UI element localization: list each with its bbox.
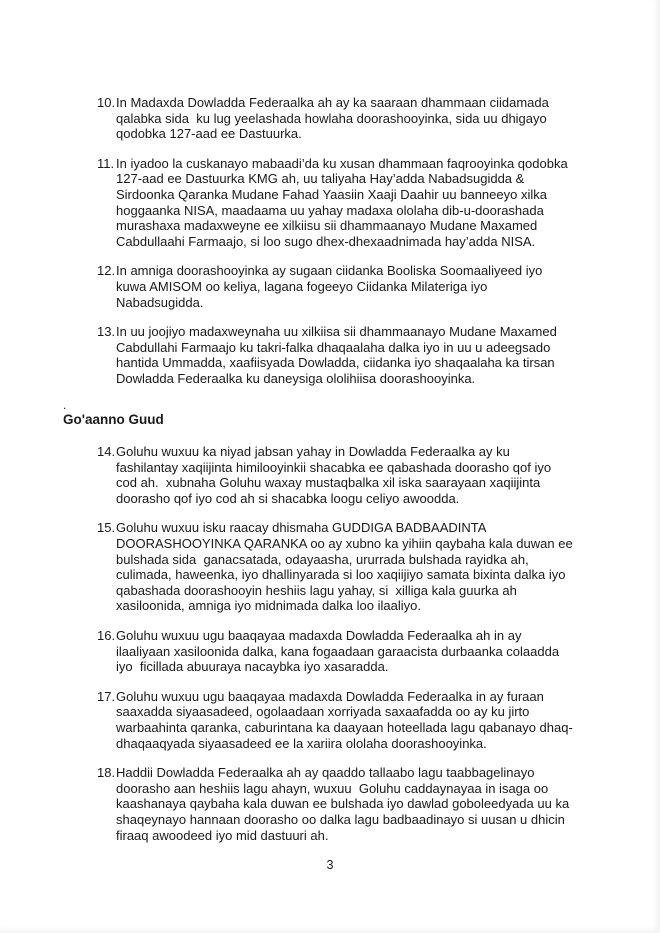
item-text: Haddii Dowladda Federaalka ah ay qaaddo tallaabo lagu taabbagelinayo doorasho aan heshiis lagu ahayn, wuxuu Goluhu caddaynayaa in isaga oo kaashanaya qaybaha kala duwan ee bulshada iyo dawlad goboleedyada uu ka shaqeynayo hannaan doorasho oo dalka lagu badbaadinayo si uusan u dhicin firaaq awoodeed iyo mid dastuuri ah. (116, 765, 573, 843)
item-text: In iyadoo la cuskanayo mabaadi’da ku xusan dhammaan faqrooyinka qodobka 127-aad ee Dastuurka KMG ah, uu taliyaha Hay’adda Nabadsugidda & Sirdoonka Qaranka Mudane Fahad Yaasiin Xaaji Daahir uu banneeyo xilka hoggaanka NISA, maadaama uu yahay madaxa ololaha dib-u-doorashada murashaxa madaxweyne ee xilkiisu sii dhammaanayo Mudane Maxamed Cabdullaahi Farmaajo, si loo sugo dhex-dhexaadnimada hay’adda NISA. (116, 155, 572, 249)
resolution-list-upper (63, 95, 573, 387)
item-number: 14. (97, 444, 116, 460)
resolution-item (63, 689, 573, 751)
item-text: Goluhu wuxuu ka niyad jabsan yahay in Dowladda Federaalka ay ku fashilantay xaqiijinta himilooyinkii shacabka ee qabashada doorasho qof iyo cod ah. xubnaha Goluhu waxay mustaqbalka xil iska saarayaan xaqiijinta doorasho qof iyo cod ah si shacabka loogu celiyo awoodda. (116, 444, 555, 506)
resolution-item (63, 444, 573, 506)
item-text: In Madaxda Dowladda Federaalka ah ay ka saaraan dhammaan ciidamada qalabka sida ku lug yeelashada howlaha doorashooyinka, sida uu dhigayo qodobka 127-aad ee Dastuurka. (116, 95, 553, 142)
resolution-item (63, 263, 573, 310)
document-content (63, 95, 577, 857)
item-number: 11. (97, 155, 115, 171)
resolution-item (63, 156, 573, 250)
resolution-item (63, 765, 573, 843)
resolution-item (63, 95, 573, 142)
resolution-item (63, 628, 573, 675)
item-text: In uu joojiyo madaxweynaha uu xilkiisa sii dhammaanayo Mudane Maxamed Cabdullahi Farmaajo ku takri-falka dhaqaalaha dalka iyo in uu u adeegsado hantida Ummadda, xaafiisyada Dowladda, ciidanka iyo shaqaalaha ka tirsan Dowladda Federaalka ku daneysiga ololihiisa doorashooyinka. (116, 324, 561, 386)
resolution-list-general (63, 444, 577, 843)
item-number: 16. (97, 628, 116, 644)
stray-period: . (63, 397, 67, 412)
item-number: 12. (97, 263, 116, 279)
resolution-item (63, 520, 577, 614)
page-number: 3 (326, 858, 334, 872)
item-text: Goluhu wuxuu ugu baaqayaa madaxda Dowladda Federaalka ah in ay ilaaliyaan xasiloonida dalka, kana fogaadaan garaacista durbaanka colaadda iyo ficillada abuuraya nacaybka iyo xasaradda. (116, 628, 563, 675)
item-text: In amniga doorashooyinka ay sugaan ciidanka Booliska Soomaaliyeed iyo kuwa AMISOM oo keliya, lagana fogeeyo Ciidanka Milateriga iyo Nabadsugidda. (116, 263, 547, 310)
item-text: Goluhu wuxuu ugu baaqayaa madaxda Dowladda Federaalka in ay furaan saaxadda siyaasadeed, ogolaadaan xorriyada saxaafadda oo ay ku jirto warbaahinta qaranka, caburintana ka daayaan hoteellada lagu qabanayo dhaq-dhaqaaqyada siyaasadeed ee la xariira ololaha doorashooyinka. (116, 688, 573, 751)
item-number: 17. (97, 688, 116, 704)
item-number: 13. (97, 324, 116, 340)
item-text: Goluhu wuxuu isku raacay dhismaha GUDDIGA BADBAADINTA DOORASHOOYINKA QARANKA oo ay xubno ka yihiin qaybaha kala duwan ee bulshada sida ganacsatada, odayaasha, ururrada bulshada rayidka ah, culimada, haweenka, iyo dhallinyarada si loo xaqiijiyo samata bixinta dalka iyo qabashada doorashooyin heshiis lagu yahay, si xilliga kala guurka ah xasiloonida, amniga iyo midnimada dalka loo ilaaliyo. (116, 520, 577, 614)
item-number: 15. (97, 520, 116, 536)
section-heading: Go'aanno Guud (63, 411, 164, 427)
item-number: 18. (97, 765, 116, 781)
resolution-item (63, 324, 573, 386)
item-number: 10. (97, 95, 116, 110)
